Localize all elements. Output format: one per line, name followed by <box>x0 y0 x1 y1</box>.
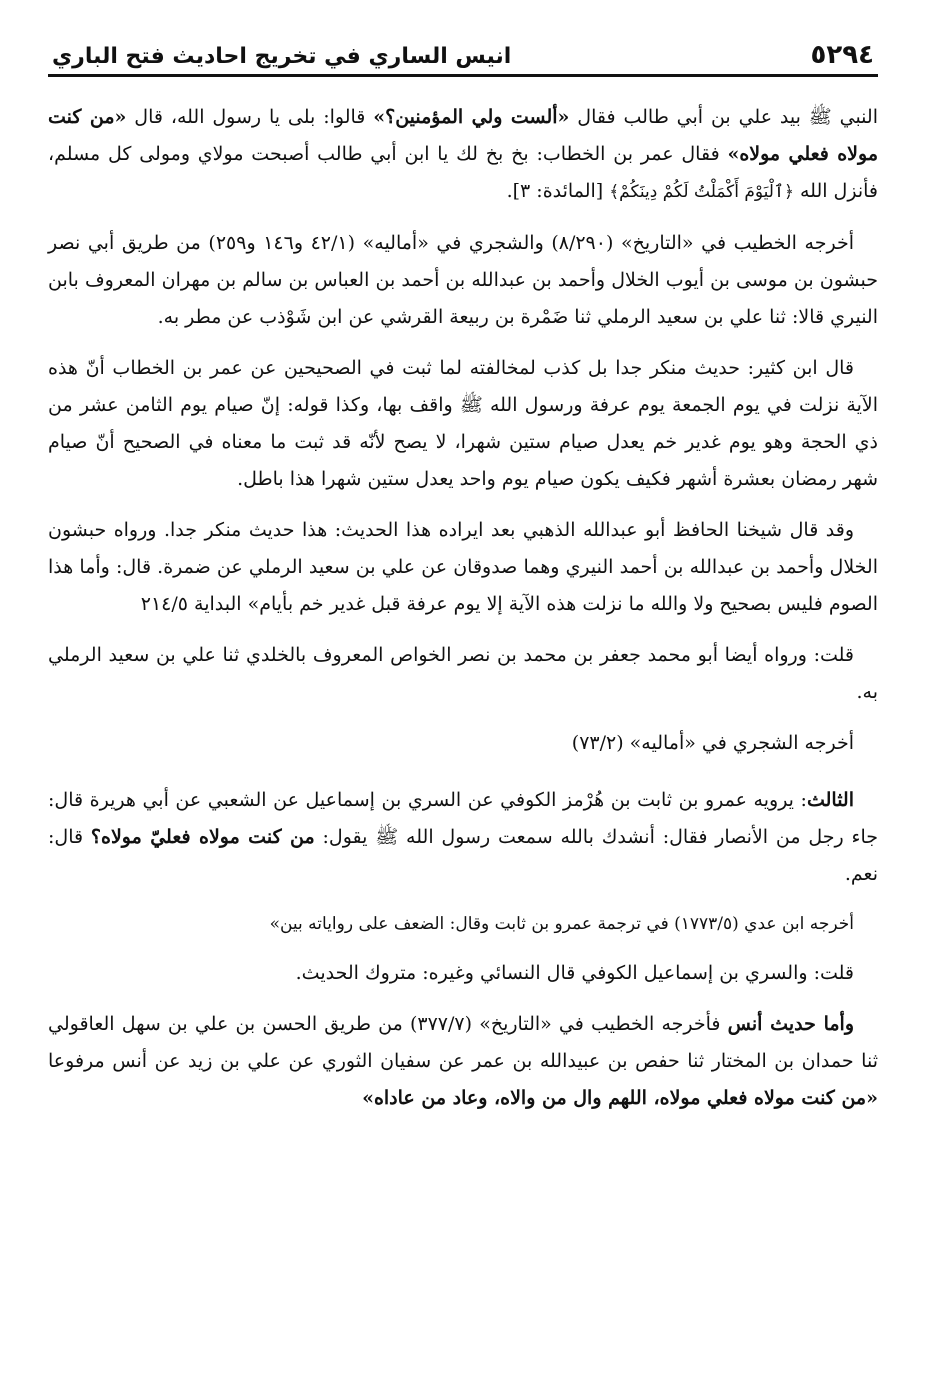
bold-text: وأما حديث أنس <box>727 1013 854 1035</box>
paragraph <box>48 907 878 941</box>
paragraph <box>48 225 878 336</box>
paragraph-text: [المائدة: ٣]. <box>506 180 610 202</box>
paragraph-text: النبي ﷺ بيد علي بن أبي طالب فقال <box>569 106 878 128</box>
page-header <box>48 40 878 77</box>
paragraph <box>48 512 878 623</box>
paragraph <box>48 637 878 711</box>
paragraph <box>48 1006 878 1117</box>
paragraph-text: أخرجه ابن عدي (١٧٧٣/٥) في ترجمة عمرو بن ثابت وقال: الضعف على رواياته بين» <box>269 914 854 934</box>
paragraph <box>48 350 878 498</box>
bold-text: «من كنت مولاه فعلي مولاه» <box>48 106 879 165</box>
paragraph-text: وقد قال شيخنا الحافظ أبو عبدالله الذهبي بعد ايراده هذا الحديث: هذا حديث منكر جدا. ورواه حبشون الخلال وأحمد بن عبدالله بن أحمد النيري وهما صدوقان عن علي بن سعيد الرملي عن ضمرة. قال: وأما هذا الصوم فليس بصحيح ولا والله ما نزلت هذه الآية إلا يوم عرفة قبل غدير خم بأيام» البداية ٢١٤/٥ <box>48 519 878 615</box>
page-number: ٥٢٩٤ <box>810 40 874 70</box>
paragraph-text: أخرجه الشجري في «أماليه» (٧٣/٢) <box>571 732 854 754</box>
paragraph-text: أخرجه الخطيب في «التاريخ» (٨/٢٩٠) والشجري في «أماليه» (٤٢/١ و١٤٦ و٢٥٩) من طريق أبي نصر حبشون بن موسى بن أيوب الخلال وأحمد بن عبدالله بن أحمد بن العباس بن سالم بن مهران المعروف بابن النيري قالا: ثنا علي بن سعيد الرملي ثنا ضَمْرة بن ربيعة القرشي عن ابن شَوْذب عن مطر به. <box>48 232 878 328</box>
bold-text: من كنت مولاه فعليّ مولاه؟ <box>90 826 315 848</box>
paragraph-text: قلت: ورواه أيضا أبو محمد جعفر بن محمد بن نصر الخواص المعروف بالخلدي ثنا علي بن سعيد الرملي به. <box>48 644 878 703</box>
quran-verse: ﴿ٱلْيَوْمَ أَكْمَلْتُ لَكُمْ دِينَكُمْ﴾ <box>609 182 794 202</box>
paragraph-text: فقال عمر بن الخطاب: بخ بخ لك يا ابن أبي طالب أصبحت مولاي ومولى كل مسلم، فأنزل الله <box>48 143 878 202</box>
paragraph <box>48 725 878 762</box>
paragraph <box>48 99 878 211</box>
paragraph-text: قال: نعم. <box>48 826 878 885</box>
paragraph-text: : يرويه عمرو بن ثابت بن هُرْمز الكوفي عن السري بن إسماعيل عن الشعبي عن أبي هريرة قال: جاء رجل من الأنصار فقال: أنشدك بالله سمعت رسول الله ﷺ يقول: <box>48 789 879 848</box>
document-page <box>48 40 878 1131</box>
paragraph-text: قلت: والسري بن إسماعيل الكوفي قال النسائي وغيره: متروك الحديث. <box>295 962 854 984</box>
paragraph-text: قالوا: بلى يا رسول الله، قال <box>126 106 374 128</box>
page-body <box>48 99 878 1117</box>
paragraph <box>48 782 878 893</box>
bold-text: «ألست ولي المؤمنين؟» <box>373 106 570 128</box>
bold-text: الثالث <box>806 789 854 811</box>
running-title: انيس الساري في تخريج احاديث فتح الباري <box>52 44 512 69</box>
paragraph-text: فأخرجه الخطيب في «التاريخ» (٣٧٧/٧) من طريق الحسن بن علي بن سهل العاقولي ثنا حمدان بن المختار ثنا حفص بن عبيدالله بن عمر عن سفيان الثوري عن علي بن زيد عن أنس مرفوعا <box>48 1013 878 1072</box>
paragraph <box>48 955 878 992</box>
bold-text: «من كنت مولاه فعلي مولاه، اللهم وال من والاه، وعاد من عاداه» <box>362 1087 878 1109</box>
paragraph-text: قال ابن كثير: حديث منكر جدا بل كذب لمخالفته لما ثبت في الصحيحين عن عمر بن الخطاب أنّ هذه الآية نزلت في يوم الجمعة يوم عرفة ورسول الله ﷺ واقف بها، وكذا قوله: إنّ صيام يوم الثامن عشر من ذي الحجة وهو يوم غدير خم يعدل صيام ستين شهرا، لا يصح لأنّه قد ثبت ما معناه في الصحيح أنّ صيام شهر رمضان بعشرة أشهر فكيف يكون صيام يوم واحد يعدل ستين شهرا هذا باطل. <box>48 357 878 490</box>
